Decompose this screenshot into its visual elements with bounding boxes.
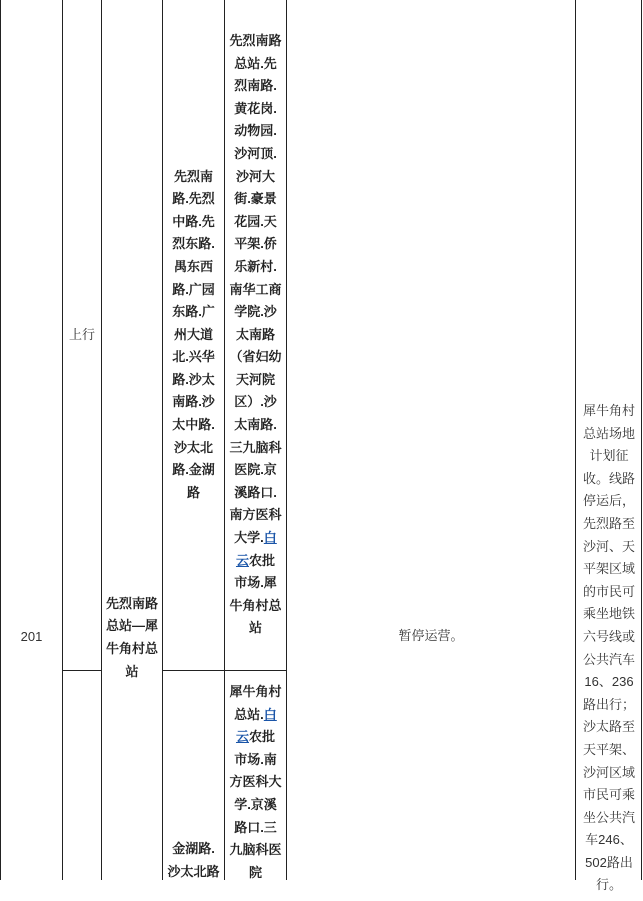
down-stops [225,681,286,901]
baiyun-link[interactable]: 白云 [235,706,277,745]
row-divider [162,670,286,671]
up-stops-block [230,30,282,640]
down-roads-text: 金湖路.沙太北路 [167,841,220,879]
baiyun-link[interactable]: 白云 [235,530,277,568]
up-stops-part-a: 先烈南路总站.先烈南路.黄花岗.动物园.沙河顶.沙河大街.豪景花园.天平架.侨乐新村.南华工商学院.沙太南路（省妇幼天河院区）.沙太南路.三九脑科医院.京溪路口.南方医科大学. [229,32,282,546]
down-stops-part-b: 农批市场.南方医科大学.京溪路口.三九脑科医院 [229,729,282,880]
route-number [1,0,62,880]
status [287,624,575,648]
up-stops [225,0,286,670]
down-roads [163,838,224,898]
route-name-text: 先烈南路总站—犀牛角村总站 [106,595,159,679]
up-roads-text: 先烈南路.先烈中路.先烈东路.禺东西路.广园东路.广州大道北.兴华路.沙太南路.沙太中路.沙太北路.金湖路 [172,168,215,500]
notes [578,400,640,893]
direction-up [63,0,101,670]
table-border-col5 [286,0,287,880]
status-text: 暂停运营。 [398,627,464,643]
table-border-col6 [575,0,576,880]
down-stops-part-a: 犀牛角村总站. [229,684,282,722]
route-number-text: 201 [20,629,43,644]
direction-up-text: 上行 [68,326,95,342]
route-name [106,588,158,688]
table-border-col2 [101,0,102,880]
up-stops-part-b: 农批市场.犀牛角村总站 [229,552,282,636]
notes-text: 犀牛角村总站场地计划征收。线路停运后，先烈路至沙河、天平架区域的市民可乘坐地铁六号线或公共汽车16、236路出行；沙太路至天平架、沙河区域市民可乘坐公共汽车246、502路出行。 [582,403,635,893]
down-stops-block [230,681,282,884]
up-roads [163,0,224,670]
table-border-right [641,0,642,880]
row-divider [62,670,101,671]
